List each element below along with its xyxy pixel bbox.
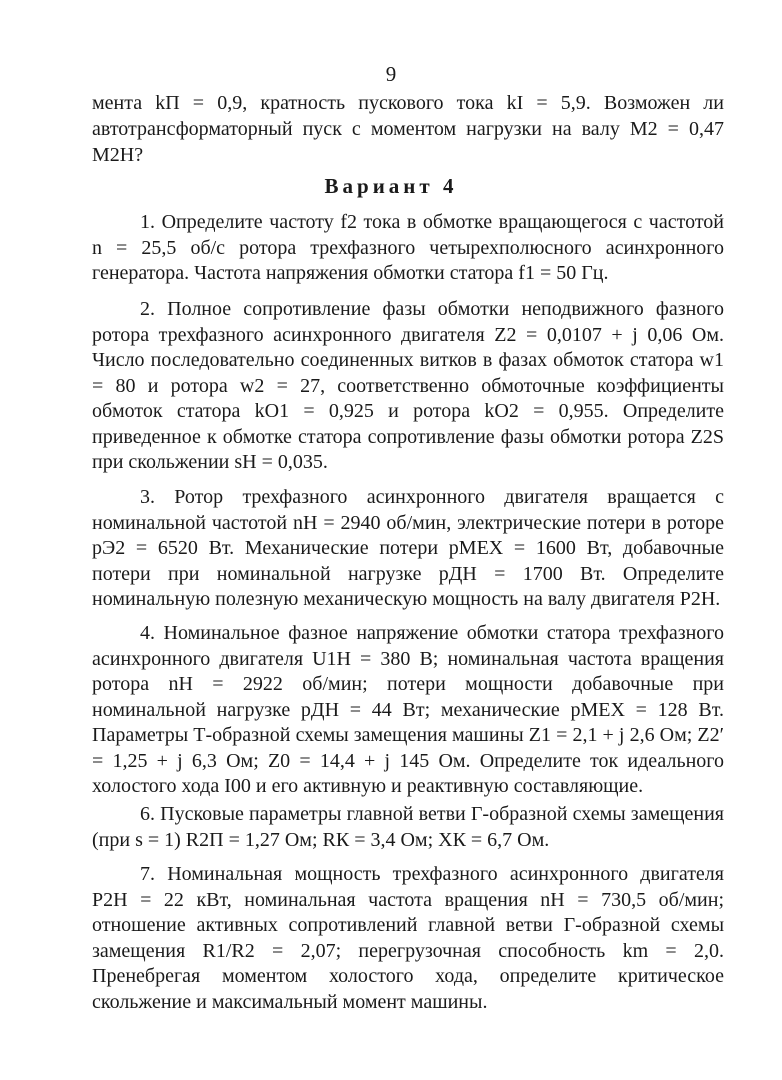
- task-6: 6. Пусковые параметры главной ветви Г-образной схемы замещения (при s = 1) R2П = 1,27 Ом; RК = 3,4 Ом; XК = 6,7 Ом.: [92, 803, 724, 851]
- task-4: 4. Номинальное фазное напряжение обмотки статора трехфазного асинхронного двигателя U1Н = 380 В; номинальная частота вращения ротора nН = 2922 об/мин; потери мощности добавочные при номинальной нагрузке pДН = 44 Вт; механические pМЕХ = 128 Вт. Параметры Т-образной схемы замещения машины Z1 = 2,1 + j 2,6 Ом; Z2′ = 1,25 + j 6,3 Ом; Z0 = 14,4 + j 145 Ом. Определите ток идеального холостого хода I00 и его активную и реактивную составляющие.: [92, 622, 724, 797]
- task-3: 3. Ротор трехфазного асинхронного двигателя вращается с номинальной частотой nН = 2940 об/мин, электрические потери в роторе pЭ2 = 6520 Вт. Механические потери pМЕХ = 1600 Вт, добавочные потери при номинальной нагрузке pДН = 1700 Вт. Определите номинальную полезную механическую мощность на валу двигателя P2Н.: [92, 486, 724, 610]
- variant-heading: Вариант 4: [324, 174, 458, 198]
- task-1: 1. Определите частоту f2 тока в обмотке вращающегося с частотой n = 25,5 об/с ротора трехфазного четырехполюсного асинхронного генератора. Частота напряжения обмотки статора f1 = 50 Гц.: [92, 211, 724, 284]
- intro-paragraph: мента kП = 0,9, кратность пускового тока kI = 5,9. Возможен ли автотрансформаторный пуск с моментом нагрузки на валу M2 = 0,47 M2Н?: [92, 92, 724, 166]
- task-7: 7. Номинальная мощность трехфазного асинхронного двигателя P2Н = 22 кВт, номинальная частота вращения nН = 730,5 об/мин; отношение активных сопротивлений главной ветви Г-образной схемы замещения R1/R2 = 2,07; перегрузочная способность km = 2,0. Пренебрегая моментом холостого хода, определите критическое скольжение и максимальный момент машины.: [92, 863, 724, 1013]
- page-number: 9: [385, 62, 397, 86]
- task-2: 2. Полное сопротивление фазы обмотки неподвижного фазного ротора трехфазного асинхронного двигателя Z2 = 0,0107 + j 0,06 Ом. Число последовательно соединенных витков в фазах обмоток статора w1 = 80 и ротора w2 = 27, соответственно обмоточные коэффициенты обмоток статора kО1 = 0,925 и ротора kО2 = 0,955. Определите приведенное к обмотке статора сопротивление фазы обмотки ротора Z2S при скольжении sН = 0,035.: [92, 298, 724, 473]
